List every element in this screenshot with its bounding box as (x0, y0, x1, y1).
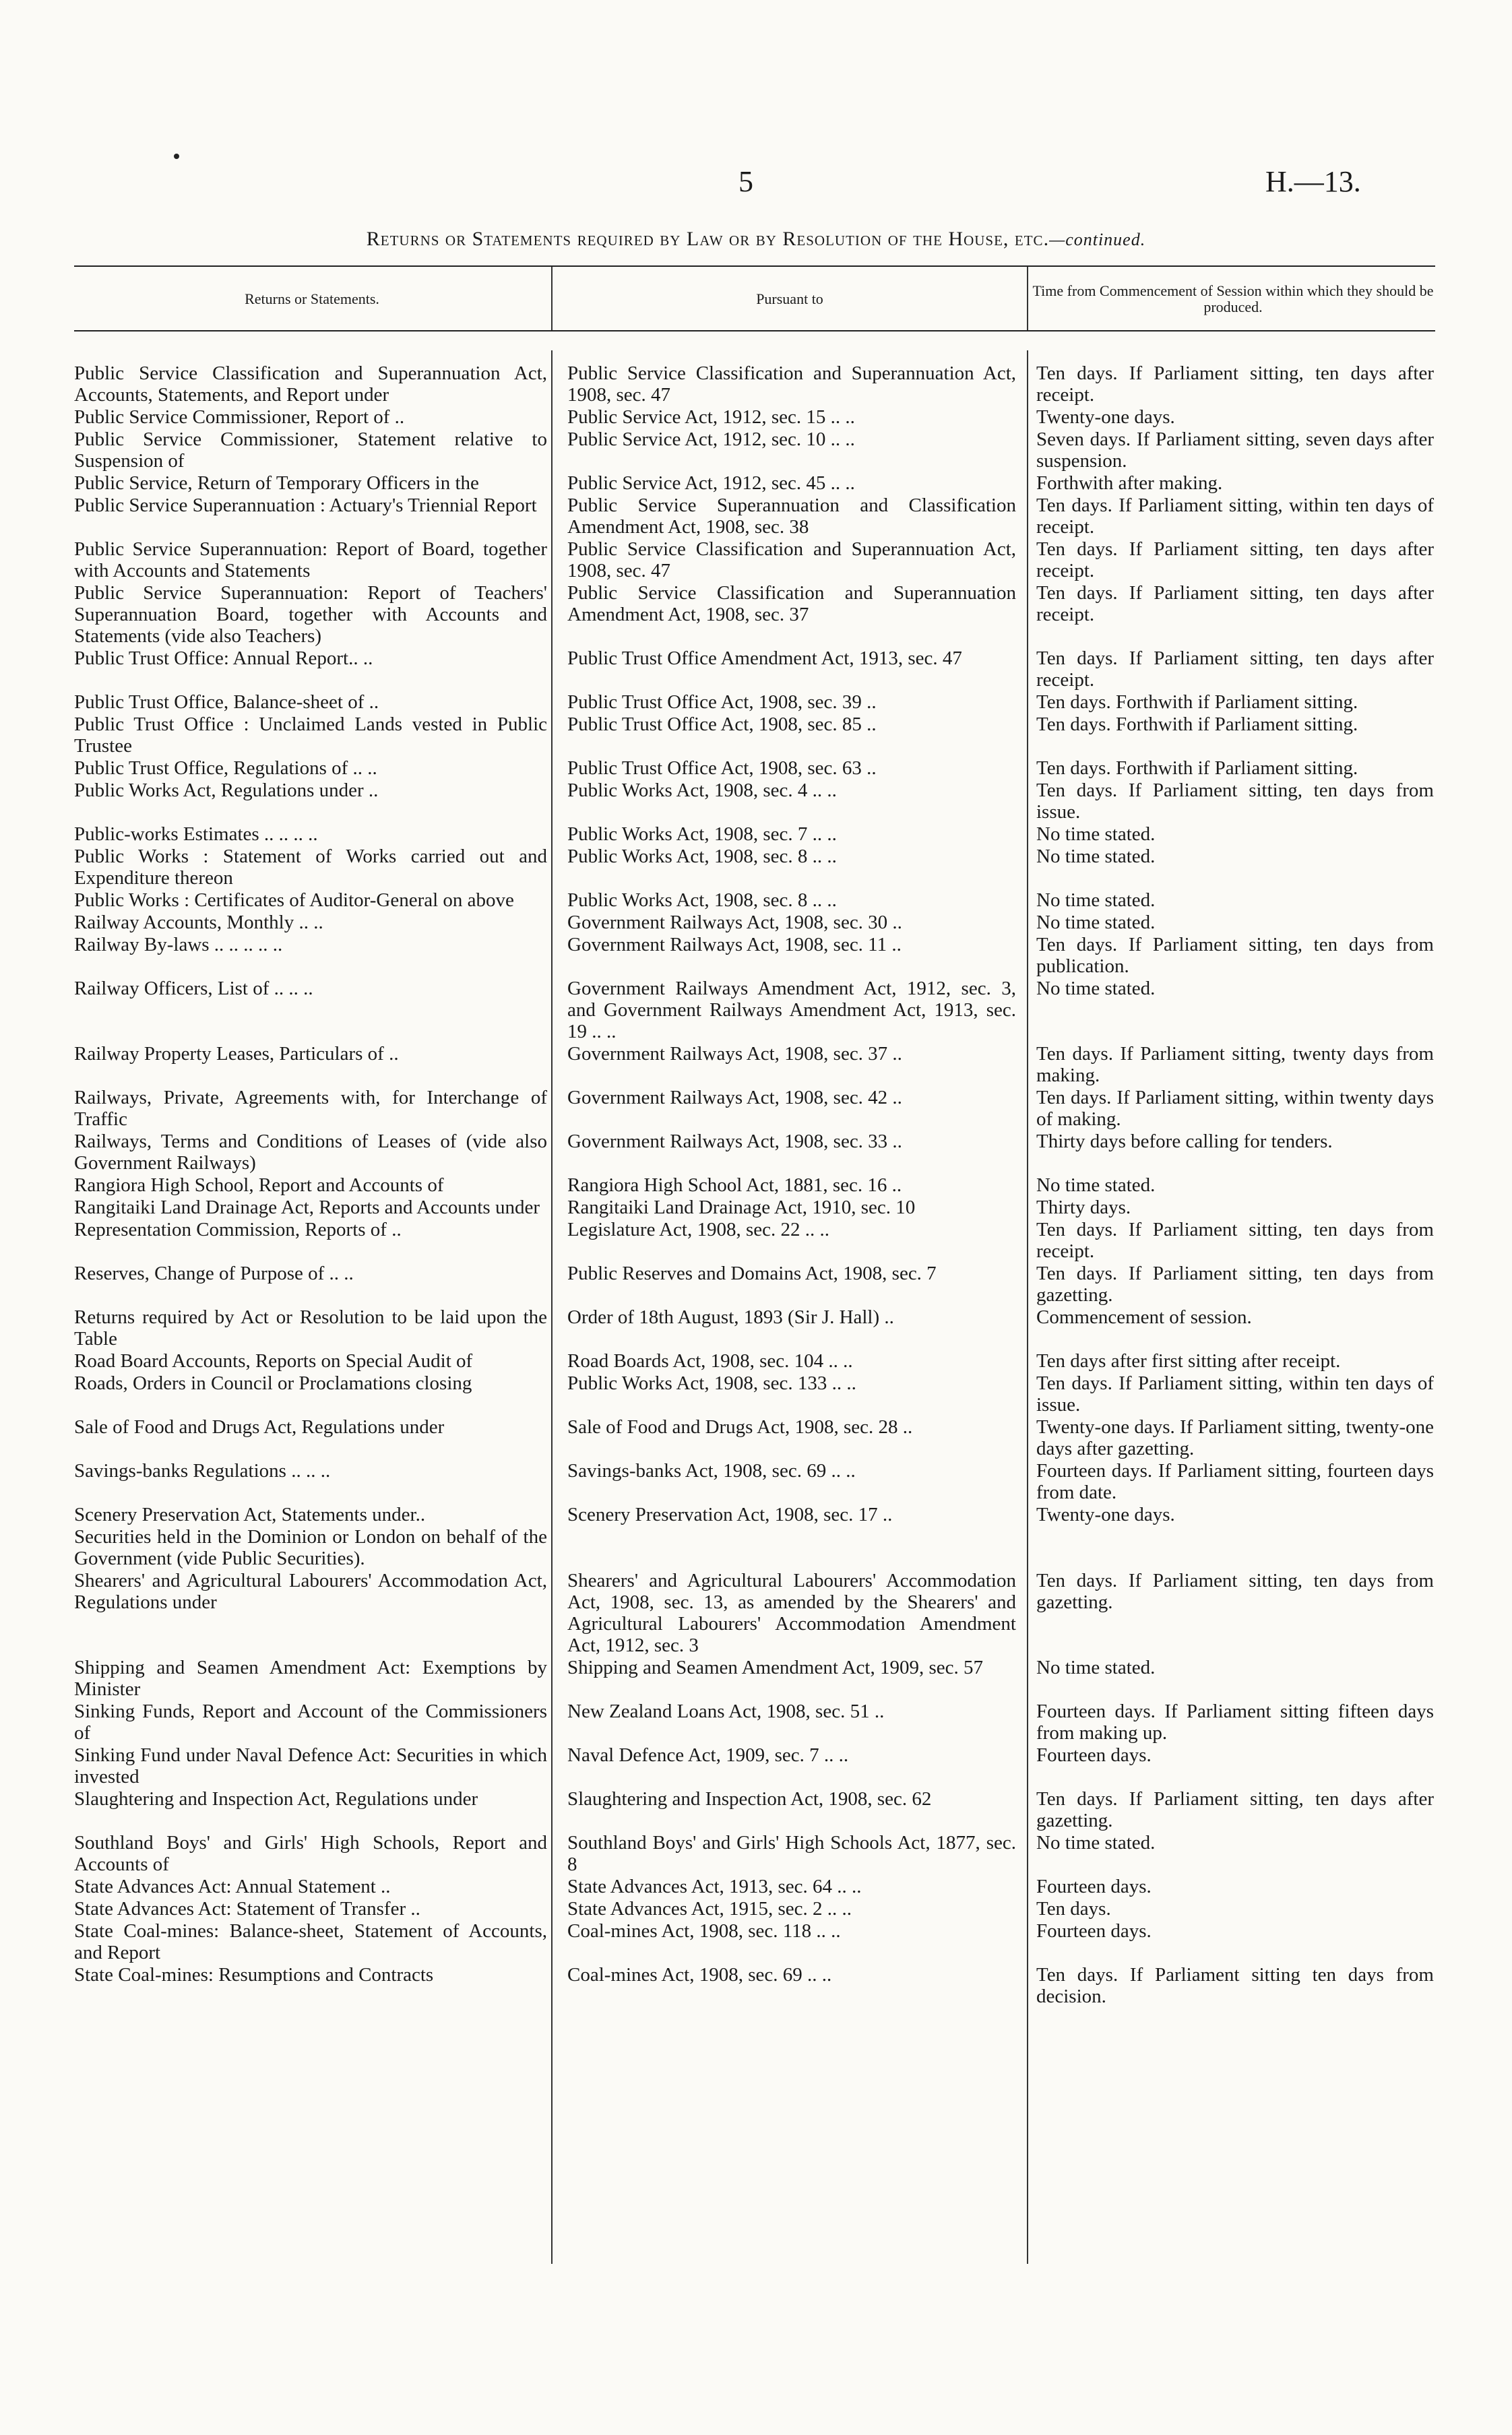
time-cell: Ten days. (1036, 1898, 1111, 1920)
pursuant-cell (547, 1526, 1016, 1569)
time-cell: Ten days. If Parliament sitting, ten days from gazetting. (1036, 1570, 1434, 1613)
pursuant-cell: Public Trust Office Amendment Act, 1913, sec. 47 (567, 647, 962, 669)
pursuant-cell: State Advances Act, 1913, sec. 64 .. .. (567, 1876, 862, 1897)
pursuant-cell: Public Trust Office Act, 1908, sec. 85 .. (567, 714, 877, 735)
returns-cell: Public Service Superannuation: Report of Teachers' Superannuation Board, together with Accounts and Statements (vide also Teachers) (74, 582, 547, 647)
ink-dot (174, 154, 179, 159)
time-cell: No time stated. (1036, 846, 1156, 867)
returns-cell: Shearers' and Agricultural Labourers' Accommodation Act, Regulations under (74, 1570, 547, 1613)
pursuant-cell: Rangiora High School Act, 1881, sec. 16 .. (567, 1174, 902, 1196)
table-row (74, 1504, 1435, 1525)
table-row (74, 1657, 1435, 1700)
column-header-returns: Returns or Statements. (245, 290, 379, 307)
pursuant-cell: Shipping and Seamen Amendment Act, 1909, sec. 57 (567, 1657, 983, 1678)
returns-cell: Roads, Orders in Council or Proclamations closing (74, 1372, 472, 1394)
table-row (74, 1197, 1435, 1218)
time-cell: Fourteen days. (1036, 1744, 1152, 1766)
returns-cell: Returns required by Act or Resolution to be laid upon the Table (74, 1306, 547, 1350)
pursuant-cell: Road Boards Act, 1908, sec. 104 .. .. (567, 1350, 853, 1372)
time-cell: Ten days after first sitting after receipt. (1036, 1350, 1341, 1372)
returns-cell: Rangitaiki Land Drainage Act, Reports and Accounts under (74, 1197, 540, 1218)
pursuant-cell: Sale of Food and Drugs Act, 1908, sec. 28 .. (567, 1416, 913, 1438)
pursuant-cell: Public Service Act, 1912, sec. 15 .. .. (567, 406, 855, 428)
time-cell: Ten days. If Parliament sitting, within twenty days of making. (1036, 1087, 1434, 1130)
table-row (74, 934, 1435, 977)
pursuant-cell: Public Works Act, 1908, sec. 7 .. .. (567, 823, 837, 845)
table-row (74, 780, 1435, 823)
table-row (74, 846, 1435, 889)
pursuant-cell: Government Railways Act, 1908, sec. 42 .. (567, 1087, 902, 1108)
returns-cell: Rangiora High School, Report and Accounts of (74, 1174, 444, 1196)
time-cell: Ten days. If Parliament sitting, within ten days of issue. (1036, 1372, 1434, 1416)
table-row (74, 1087, 1435, 1130)
returns-cell: State Coal-mines: Resumptions and Contracts (74, 1964, 434, 1986)
table-row (74, 1876, 1435, 1897)
returns-cell: Public Works : Statement of Works carried out and Expenditure thereon (74, 846, 547, 889)
pursuant-cell: Public Service Superannuation and Classification Amendment Act, 1908, sec. 38 (567, 495, 1016, 538)
table-row (74, 1043, 1435, 1086)
returns-cell: Railway By-laws .. .. .. .. .. (74, 934, 283, 955)
table-row (74, 889, 1435, 911)
pursuant-cell: Public Reserves and Domains Act, 1908, sec. 7 (567, 1263, 937, 1284)
table-row (74, 1219, 1435, 1262)
table-row (74, 1898, 1435, 1920)
returns-cell: Public Trust Office, Regulations of .. .. (74, 757, 377, 779)
time-cell: Ten days. If Parliament sitting, ten days after gazetting. (1036, 1788, 1434, 1831)
time-cell: Ten days. If Parliament sitting, ten days from receipt. (1036, 1219, 1434, 1262)
returns-cell: Shipping and Seamen Amendment Act: Exemptions by Minister (74, 1657, 547, 1700)
time-cell: No time stated. (1036, 1174, 1156, 1196)
pursuant-cell: New Zealand Loans Act, 1908, sec. 51 .. (567, 1701, 885, 1722)
returns-cell: Sinking Funds, Report and Account of the Commissioners of (74, 1701, 547, 1744)
pursuant-cell: Government Railways Act, 1908, sec. 33 .. (567, 1131, 902, 1152)
pursuant-cell: Public Service Classification and Superannuation Amendment Act, 1908, sec. 37 (567, 582, 1016, 625)
page-number: 5 (738, 165, 753, 198)
pursuant-cell: Government Railways Act, 1908, sec. 11 .. (567, 934, 902, 955)
pursuant-cell: Coal-mines Act, 1908, sec. 69 .. .. (567, 1964, 832, 1986)
table-row (74, 647, 1435, 691)
header-divider-2 (1027, 267, 1028, 330)
pursuant-cell: Public Trust Office Act, 1908, sec. 63 .. (567, 757, 877, 779)
returns-cell: Public Service Commissioner, Statement relative to Suspension of (74, 429, 547, 472)
pursuant-cell: Public Works Act, 1908, sec. 133 .. .. (567, 1372, 856, 1394)
header-top-rule (74, 265, 1435, 267)
returns-cell: Railway Officers, List of .. .. .. (74, 978, 313, 999)
time-cell: No time stated. (1036, 978, 1156, 999)
time-cell: Ten days. If Parliament sitting, within ten days of receipt. (1036, 495, 1434, 538)
time-cell: Ten days. Forthwith if Parliament sitting. (1036, 757, 1358, 779)
time-cell: No time stated. (1036, 889, 1156, 911)
document-code: H.—13. (1265, 165, 1361, 198)
table-row (74, 1964, 1435, 2007)
table-row (74, 406, 1435, 428)
pursuant-cell: Government Railways Act, 1908, sec. 37 .. (567, 1043, 902, 1065)
returns-cell: Savings-banks Regulations .. .. .. (74, 1460, 331, 1482)
time-cell: Fourteen days. If Parliament sitting, fourteen days from date. (1036, 1460, 1434, 1503)
returns-cell: Public Trust Office : Unclaimed Lands vested in Public Trustee (74, 714, 547, 757)
table-row (74, 1701, 1435, 1744)
returns-cell: Slaughtering and Inspection Act, Regulations under (74, 1788, 478, 1810)
table-row (74, 823, 1435, 845)
time-cell: Ten days. Forthwith if Parliament sitting. (1036, 691, 1358, 713)
table-row (74, 1263, 1435, 1306)
table-row (74, 1416, 1435, 1459)
returns-cell: Representation Commission, Reports of .. (74, 1219, 402, 1240)
pursuant-cell: Government Railways Act, 1908, sec. 30 .. (567, 912, 902, 933)
returns-cell: Railway Accounts, Monthly .. .. (74, 912, 323, 933)
pursuant-cell: Public Trust Office Act, 1908, sec. 39 .. (567, 691, 877, 713)
table-row (74, 538, 1435, 581)
table-row (74, 1460, 1435, 1503)
time-cell: Twenty-one days. If Parliament sitting, twenty-one days after gazetting. (1036, 1416, 1434, 1459)
pursuant-cell: Shearers' and Agricultural Labourers' Accommodation Act, 1908, sec. 13, as amended by the Shearers' and Agricultural Labourers' Accommodation Amendment Act, 1912, sec. 3 (567, 1570, 1016, 1656)
table-row (74, 1832, 1435, 1875)
time-cell: No time stated. (1036, 1832, 1156, 1854)
table-row (74, 1306, 1435, 1350)
table-row (74, 1744, 1435, 1788)
pursuant-cell: Government Railways Amendment Act, 1912, sec. 3, and Government Railways Amendment Act, 1913, sec. 19 .. .. (567, 978, 1016, 1042)
returns-cell: Road Board Accounts, Reports on Special Audit of (74, 1350, 473, 1372)
time-cell: Ten days. If Parliament sitting, ten days from issue. (1036, 780, 1434, 823)
time-cell: Thirty days. (1036, 1197, 1131, 1218)
time-cell: Ten days. If Parliament sitting, ten days from gazetting. (1036, 1263, 1434, 1306)
table-row (74, 362, 1435, 406)
returns-cell: Railway Property Leases, Particulars of .. (74, 1043, 399, 1065)
returns-cell: State Advances Act: Annual Statement .. (74, 1876, 391, 1897)
returns-cell: Scenery Preservation Act, Statements under.. (74, 1504, 426, 1525)
time-cell (1016, 1526, 1434, 1569)
pursuant-cell: Public Works Act, 1908, sec. 8 .. .. (567, 889, 837, 911)
time-cell: Ten days. If Parliament sitting, ten days after receipt. (1036, 362, 1434, 406)
time-cell: Ten days. If Parliament sitting, ten days after receipt. (1036, 582, 1434, 625)
pursuant-cell: Coal-mines Act, 1908, sec. 118 .. .. (567, 1920, 841, 1942)
returns-cell: Securities held in the Dominion or London on behalf of the Government (vide Public Securities). (74, 1526, 547, 1569)
time-cell: Thirty days before calling for tenders. (1036, 1131, 1333, 1152)
returns-cell: Sale of Food and Drugs Act, Regulations under (74, 1416, 445, 1438)
returns-cell: Public Works : Certificates of Auditor-General on above (74, 889, 514, 911)
pursuant-cell: Public Service Classification and Superannuation Act, 1908, sec. 47 (567, 362, 1016, 406)
returns-cell: Public Trust Office, Balance-sheet of .. (74, 691, 379, 713)
table-row (74, 1526, 1435, 1569)
running-title-main: Returns or Statements required by Law or by Resolution of the House, etc. (366, 228, 1050, 250)
returns-cell: Public Service Commissioner, Report of .. (74, 406, 405, 428)
table-row (74, 1570, 1435, 1656)
table-row (74, 1920, 1435, 1963)
pursuant-cell: State Advances Act, 1915, sec. 2 .. .. (567, 1898, 852, 1920)
time-cell: Ten days. If Parliament sitting, twenty days from making. (1036, 1043, 1434, 1086)
returns-cell: Public Service Superannuation: Report of Board, together with Accounts and Statements (74, 538, 547, 581)
time-cell: Forthwith after making. (1036, 472, 1223, 494)
pursuant-cell: Naval Defence Act, 1909, sec. 7 .. .. (567, 1744, 849, 1766)
table-row (74, 691, 1435, 713)
pursuant-cell: Slaughtering and Inspection Act, 1908, sec. 62 (567, 1788, 932, 1810)
returns-cell: Railways, Private, Agreements with, for Interchange of Traffic (74, 1087, 547, 1130)
pursuant-cell: Public Service Act, 1912, sec. 45 .. .. (567, 472, 855, 494)
time-cell: No time stated. (1036, 823, 1156, 845)
time-cell: Twenty-one days. (1036, 1504, 1175, 1525)
returns-cell: Sinking Fund under Naval Defence Act: Securities in which invested (74, 1744, 547, 1788)
time-cell: Fourteen days. (1036, 1876, 1152, 1897)
returns-cell: Reserves, Change of Purpose of .. .. (74, 1263, 354, 1284)
table-row (74, 912, 1435, 933)
table-row (74, 978, 1435, 1042)
pursuant-cell: Public Service Classification and Superannuation Act, 1908, sec. 47 (567, 538, 1016, 581)
time-cell: Ten days. If Parliament sitting, ten days after receipt. (1036, 647, 1434, 691)
pursuant-cell: Public Works Act, 1908, sec. 8 .. .. (567, 846, 837, 867)
returns-table (74, 362, 1435, 2008)
table-row (74, 472, 1435, 494)
time-cell: Seven days. If Parliament sitting, seven days after suspension. (1036, 429, 1434, 472)
pursuant-cell: Public Service Act, 1912, sec. 10 .. .. (567, 429, 855, 450)
pursuant-cell: Legislature Act, 1908, sec. 22 .. .. (567, 1219, 829, 1240)
time-cell: Ten days. Forthwith if Parliament sitting. (1036, 714, 1358, 735)
returns-cell: Public Works Act, Regulations under .. (74, 780, 379, 801)
table-row (74, 582, 1435, 647)
returns-cell: Public-works Estimates .. .. .. .. (74, 823, 318, 845)
table-row (74, 1131, 1435, 1174)
returns-cell: Southland Boys' and Girls' High Schools, Report and Accounts of (74, 1832, 547, 1875)
pursuant-cell: Scenery Preservation Act, 1908, sec. 17 .. (567, 1504, 893, 1525)
column-header-time: Time from Commencement of Session within which they should be produced. (1032, 282, 1434, 315)
time-cell: Fourteen days. If Parliament sitting fifteen days from making up. (1036, 1701, 1434, 1744)
returns-cell: Public Trust Office: Annual Report.. .. (74, 647, 373, 669)
time-cell: Twenty-one days. (1036, 406, 1175, 428)
header-bottom-rule (74, 330, 1435, 331)
pursuant-cell: Savings-banks Act, 1908, sec. 69 .. .. (567, 1460, 856, 1482)
time-cell: No time stated. (1036, 1657, 1156, 1678)
table-row (74, 1350, 1435, 1372)
time-cell: No time stated. (1036, 912, 1156, 933)
table-row (74, 1372, 1435, 1416)
returns-cell: State Coal-mines: Balance-sheet, Statement of Accounts, and Report (74, 1920, 547, 1963)
running-title (0, 228, 1512, 251)
pursuant-cell: Order of 18th August, 1893 (Sir J. Hall) .. (567, 1306, 894, 1328)
time-cell: Ten days. If Parliament sitting ten days from decision. (1036, 1964, 1434, 2007)
pursuant-cell: Rangitaiki Land Drainage Act, 1910, sec. 10 (567, 1197, 916, 1218)
table-row (74, 429, 1435, 472)
table-row (74, 1174, 1435, 1196)
time-cell: Ten days. If Parliament sitting, ten days from publication. (1036, 934, 1434, 977)
table-row (74, 495, 1435, 538)
time-cell: Commencement of session. (1036, 1306, 1252, 1328)
column-header-pursuant: Pursuant to (756, 290, 823, 307)
table-row (74, 757, 1435, 779)
time-cell: Ten days. If Parliament sitting, ten days after receipt. (1036, 538, 1434, 581)
running-title-continued: —continued. (1049, 230, 1146, 249)
returns-cell: Public Service Classification and Superannuation Act, Accounts, Statements, and Report under (74, 362, 547, 406)
table-row (74, 1788, 1435, 1831)
pursuant-cell: Southland Boys' and Girls' High Schools Act, 1877, sec. 8 (567, 1832, 1016, 1875)
returns-cell: Public Service, Return of Temporary Officers in the (74, 472, 479, 494)
returns-cell: Railways, Terms and Conditions of Leases of (vide also Government Railways) (74, 1131, 547, 1174)
pursuant-cell: Public Works Act, 1908, sec. 4 .. .. (567, 780, 837, 801)
table-row (74, 714, 1435, 757)
returns-cell: Public Service Superannuation : Actuary's Triennial Report (74, 495, 537, 516)
header-divider-1 (551, 267, 553, 330)
returns-cell: State Advances Act: Statement of Transfer .. (74, 1898, 420, 1920)
time-cell: Fourteen days. (1036, 1920, 1152, 1942)
